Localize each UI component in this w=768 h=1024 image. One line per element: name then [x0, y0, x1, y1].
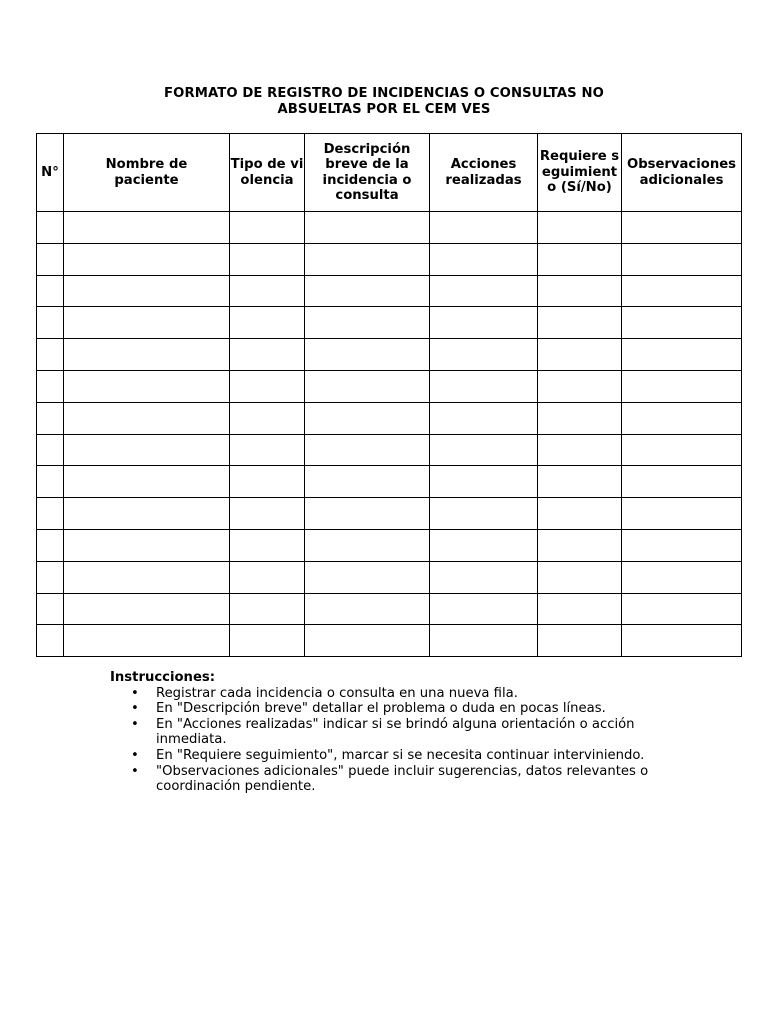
- table-cell[interactable]: [64, 593, 230, 625]
- table-cell[interactable]: [622, 498, 742, 530]
- header-observations: Observaciones adicionales: [622, 134, 742, 212]
- table-cell[interactable]: [538, 466, 622, 498]
- table-cell[interactable]: [622, 275, 742, 307]
- table-cell[interactable]: [230, 212, 305, 244]
- instruction-item: • En "Requiere seguimiento", marcar si se necesita continuar interviniendo.: [156, 748, 650, 764]
- table-cell[interactable]: [538, 402, 622, 434]
- incidents-table: [36, 133, 742, 657]
- table-cell[interactable]: [305, 434, 430, 466]
- table-cell[interactable]: [64, 307, 230, 339]
- table-row: [37, 212, 742, 244]
- table-cell[interactable]: [305, 498, 430, 530]
- table-cell[interactable]: [37, 307, 64, 339]
- table-cell[interactable]: [538, 339, 622, 371]
- instructions-list: [110, 686, 650, 795]
- table-cell[interactable]: [230, 307, 305, 339]
- table-cell[interactable]: [230, 529, 305, 561]
- table-cell[interactable]: [538, 561, 622, 593]
- table-row: [37, 593, 742, 625]
- table-cell[interactable]: [430, 529, 538, 561]
- table-cell[interactable]: [622, 370, 742, 402]
- table-row: [37, 402, 742, 434]
- table-cell[interactable]: [538, 243, 622, 275]
- table-cell[interactable]: [538, 307, 622, 339]
- table-row: [37, 561, 742, 593]
- table-cell[interactable]: [305, 402, 430, 434]
- table-cell[interactable]: [37, 370, 64, 402]
- table-cell[interactable]: [230, 466, 305, 498]
- table-cell[interactable]: [37, 466, 64, 498]
- table-cell[interactable]: [230, 243, 305, 275]
- table-cell[interactable]: [622, 529, 742, 561]
- table-row: [37, 307, 742, 339]
- table-cell[interactable]: [305, 307, 430, 339]
- instruction-item: • "Observaciones adicionales" puede incluir sugerencias, datos relevantes o coordinación pendiente.: [156, 764, 650, 795]
- table-cell[interactable]: [538, 275, 622, 307]
- table-cell[interactable]: [37, 212, 64, 244]
- table-cell[interactable]: [622, 625, 742, 657]
- table-cell[interactable]: [430, 434, 538, 466]
- table-cell[interactable]: [37, 434, 64, 466]
- table-cell[interactable]: [622, 561, 742, 593]
- table-cell[interactable]: [64, 466, 230, 498]
- table-cell[interactable]: [230, 339, 305, 371]
- table-cell[interactable]: [64, 625, 230, 657]
- table-cell[interactable]: [622, 212, 742, 244]
- table-cell[interactable]: [305, 466, 430, 498]
- table-cell[interactable]: [230, 370, 305, 402]
- table-cell[interactable]: [230, 434, 305, 466]
- table-cell[interactable]: [305, 212, 430, 244]
- table-row: [37, 434, 742, 466]
- table-cell[interactable]: [37, 498, 64, 530]
- table-cell[interactable]: [230, 561, 305, 593]
- table-cell[interactable]: [305, 593, 430, 625]
- table-cell[interactable]: [37, 593, 64, 625]
- table-row: [37, 243, 742, 275]
- header-violence-type: Tipo de violencia: [230, 134, 305, 212]
- table-cell[interactable]: [430, 561, 538, 593]
- table-cell[interactable]: [538, 593, 622, 625]
- table-cell[interactable]: [538, 370, 622, 402]
- table-row: [37, 275, 742, 307]
- table-cell[interactable]: [230, 498, 305, 530]
- table-cell[interactable]: [64, 212, 230, 244]
- instruction-item: • En "Descripción breve" detallar el problema o duda en pocas líneas.: [156, 701, 650, 717]
- table-cell[interactable]: [305, 529, 430, 561]
- table-row: [37, 498, 742, 530]
- table-cell[interactable]: [37, 561, 64, 593]
- table-cell[interactable]: [230, 625, 305, 657]
- table-cell[interactable]: [430, 275, 538, 307]
- table-cell[interactable]: [305, 625, 430, 657]
- table-cell[interactable]: [622, 339, 742, 371]
- table-row: [37, 466, 742, 498]
- table-cell[interactable]: [305, 339, 430, 371]
- table-cell[interactable]: [622, 243, 742, 275]
- table-cell[interactable]: [305, 561, 430, 593]
- header-number: N°: [37, 134, 64, 212]
- header-description: Descripción breve de la incidencia o consulta: [305, 134, 430, 212]
- instruction-item: • En "Acciones realizadas" indicar si se brindó alguna orientación o acción inmediata.: [156, 717, 650, 748]
- instructions-title: Instrucciones:: [110, 670, 216, 685]
- table-cell[interactable]: [622, 466, 742, 498]
- table-cell[interactable]: [37, 625, 64, 657]
- table-cell[interactable]: [430, 466, 538, 498]
- table-cell[interactable]: [64, 243, 230, 275]
- table-cell[interactable]: [64, 561, 230, 593]
- table-cell[interactable]: [430, 402, 538, 434]
- table-cell[interactable]: [305, 243, 430, 275]
- table-cell[interactable]: [430, 307, 538, 339]
- header-follow-up: Requiere seguimiento (Sí/No): [538, 134, 622, 212]
- table-cell[interactable]: [538, 529, 622, 561]
- table-cell[interactable]: [430, 625, 538, 657]
- table-cell[interactable]: [622, 434, 742, 466]
- table-cell[interactable]: [430, 593, 538, 625]
- table-cell[interactable]: [230, 593, 305, 625]
- table-body: [37, 212, 742, 657]
- header-actions: Acciones realizadas: [430, 134, 538, 212]
- table-cell[interactable]: [430, 370, 538, 402]
- table-cell[interactable]: [430, 498, 538, 530]
- table-cell[interactable]: [64, 529, 230, 561]
- table-cell[interactable]: [64, 402, 230, 434]
- instructions-section: [110, 670, 650, 795]
- table-row: [37, 339, 742, 371]
- table-cell[interactable]: [37, 243, 64, 275]
- table-cell[interactable]: [305, 370, 430, 402]
- instruction-item: • Registrar cada incidencia o consulta en una nueva fila.: [156, 686, 650, 702]
- table-cell[interactable]: [37, 275, 64, 307]
- table-cell[interactable]: [64, 370, 230, 402]
- table-row: [37, 625, 742, 657]
- document-title-line-2: ABSUELTAS POR EL CEM VES: [277, 101, 491, 117]
- table-row: [37, 529, 742, 561]
- header-row: [37, 134, 742, 212]
- table-cell[interactable]: [622, 402, 742, 434]
- table-cell[interactable]: [37, 402, 64, 434]
- table-cell[interactable]: [37, 339, 64, 371]
- table-cell[interactable]: [622, 593, 742, 625]
- table-cell[interactable]: [230, 275, 305, 307]
- table-cell[interactable]: [37, 529, 64, 561]
- document-title-line-1: FORMATO DE REGISTRO DE INCIDENCIAS O CONSULTAS NO: [164, 86, 604, 101]
- table-cell[interactable]: [64, 498, 230, 530]
- table-cell[interactable]: [64, 434, 230, 466]
- header-patient-name: Nombre de paciente: [64, 134, 230, 212]
- table-cell[interactable]: [64, 339, 230, 371]
- table-cell[interactable]: [230, 402, 305, 434]
- document-title: [120, 86, 648, 117]
- table-header: [37, 134, 742, 212]
- table-cell[interactable]: [538, 625, 622, 657]
- table-cell[interactable]: [305, 275, 430, 307]
- table-cell[interactable]: [430, 243, 538, 275]
- table-row: [37, 370, 742, 402]
- table-cell[interactable]: [430, 212, 538, 244]
- table-cell[interactable]: [538, 434, 622, 466]
- table-cell[interactable]: [538, 212, 622, 244]
- table-cell[interactable]: [622, 307, 742, 339]
- table-cell[interactable]: [430, 339, 538, 371]
- table-cell[interactable]: [64, 275, 230, 307]
- table-cell[interactable]: [538, 498, 622, 530]
